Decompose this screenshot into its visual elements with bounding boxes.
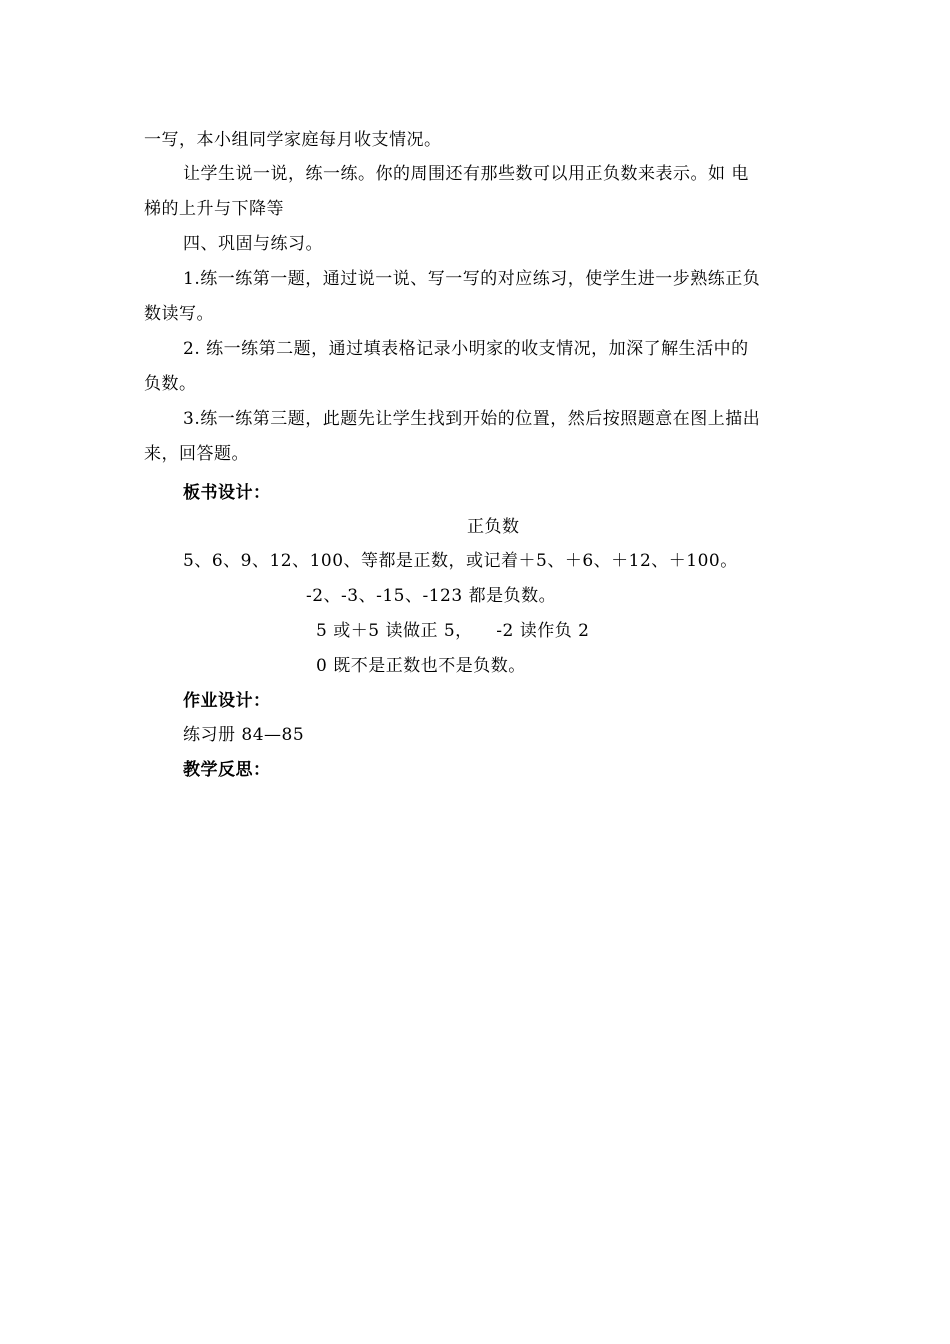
paragraph-line: 1.练一练第一题，通过说一说、写一写的对应练习，使学生进一步熟练正负 — [183, 269, 761, 289]
paragraph-line: 数读写。 — [144, 304, 214, 324]
paragraph-line: 来，回答题。 — [144, 444, 249, 464]
paragraph-line: 3.练一练第三题，此题先让学生找到开始的位置，然后按照题意在图上描出 — [183, 409, 761, 429]
board-line: 0 既不是正数也不是负数。 — [316, 656, 526, 676]
section-heading: 四、巩固与练习。 — [183, 234, 323, 254]
reflection-heading: 教学反思： — [183, 760, 271, 780]
homework-heading: 作业设计： — [183, 691, 271, 711]
paragraph-line: 一写，本小组同学家庭每月收支情况。 — [144, 130, 442, 150]
paragraph-line: 让学生说一说，练一练。你的周围还有那些数可以用正负数来表示。如 电 — [183, 164, 749, 184]
homework-text: 练习册 84—85 — [183, 725, 305, 745]
paragraph-line: 梯的上升与下降等 — [144, 199, 284, 219]
board-line: 5、6、9、12、100、等都是正数，或记着＋5、＋6、＋12、＋100。 — [183, 551, 738, 571]
board-design-heading: 板书设计： — [183, 483, 271, 503]
paragraph-line: 负数。 — [144, 374, 197, 394]
board-line: 5 或＋5 读做正 5， -2 读作负 2 — [316, 621, 590, 641]
board-line: -2、-3、-15、-123 都是负数。 — [306, 586, 557, 606]
paragraph-line: 2. 练一练第二题，通过填表格记录小明家的收支情况，加深了解生活中的 — [183, 339, 749, 359]
board-title: 正负数 — [467, 517, 520, 537]
